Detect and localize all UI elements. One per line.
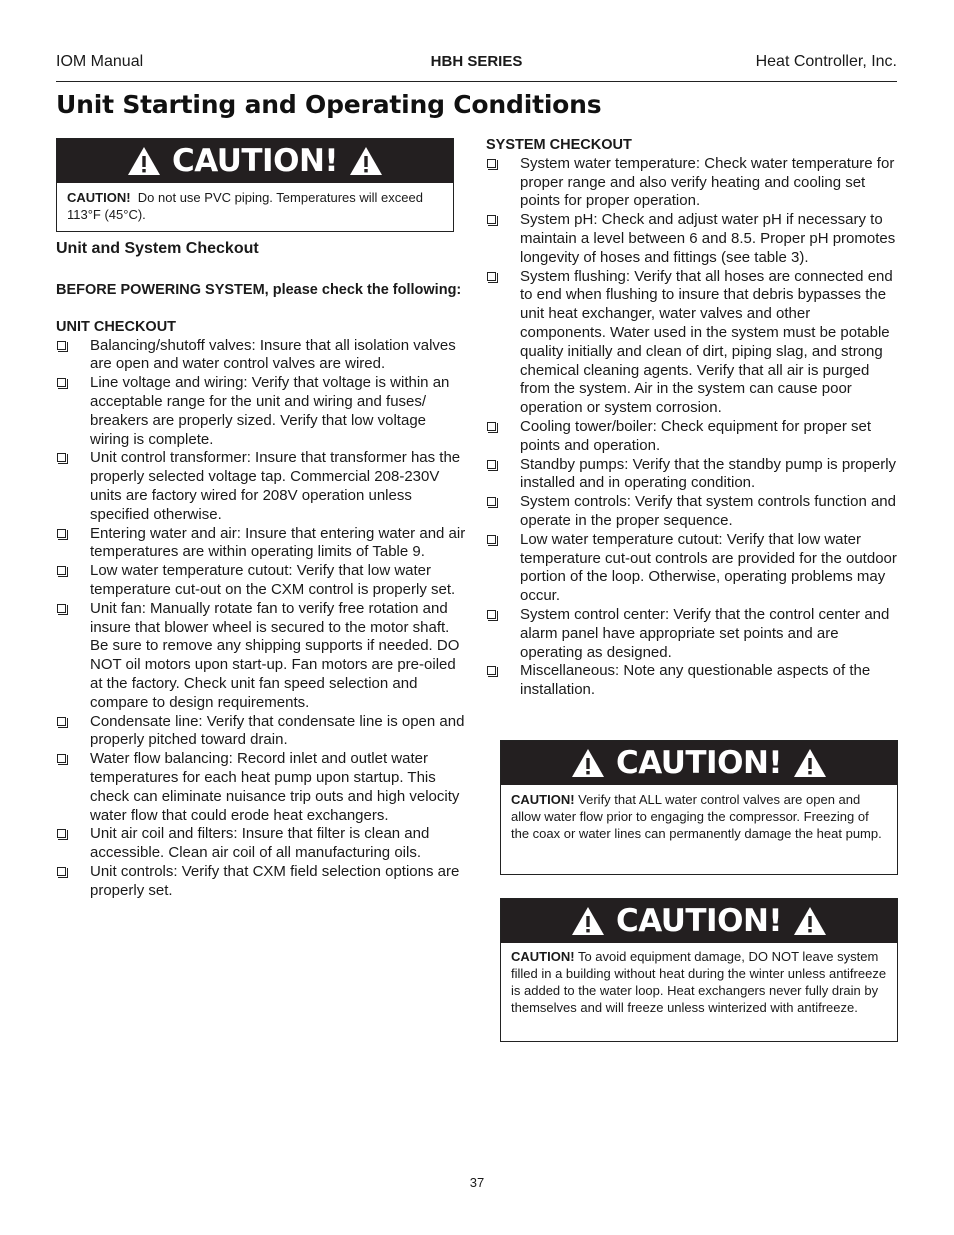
page-header — [56, 53, 897, 82]
checkbox-icon — [487, 460, 496, 469]
warning-triangle-icon — [348, 145, 384, 177]
before-powering-note: BEFORE POWERING SYSTEM, please check the following: — [56, 281, 462, 298]
checkbox-icon — [57, 378, 66, 387]
unit-checkout-heading: UNIT CHECKOUT — [56, 318, 177, 335]
checkbox-icon — [487, 666, 496, 675]
checkbox-icon — [57, 754, 66, 763]
checkbox-icon — [57, 529, 66, 538]
caution-text: Verify that ALL water control valves are open and allow water flow prior to engaging the compressor. Freezing of the coax or water lines can permanently damage the heat pump. — [511, 792, 882, 841]
checkbox-icon — [487, 159, 496, 168]
checkbox-icon — [57, 829, 66, 838]
list-item: Unit control transformer: Insure that transformer has the properly selected voltage tap. Commercial 208-230V units are factory wired for 208V operation unless specified otherwise. — [56, 449, 468, 524]
list-item: Balancing/shutoff valves: Insure that all isolation valves are open and water control valves are wired. — [56, 337, 468, 375]
list-item: Condensate line: Verify that condensate line is open and properly pitched toward drain. — [56, 713, 468, 751]
system-checkout-heading: SYSTEM CHECKOUT — [486, 137, 632, 153]
list-item: Low water temperature cutout: Verify that low water temperature cut-out on the CXM control is properly set. — [56, 562, 468, 600]
checkbox-icon — [487, 422, 496, 431]
caution-box-antifreeze — [500, 898, 898, 1042]
checkbox-icon — [487, 610, 496, 619]
header-manual-label: IOM Manual — [56, 53, 144, 70]
warning-triangle-icon — [792, 905, 828, 937]
list-item: Water flow balancing: Record inlet and outlet water temperatures for each heat pump upon startup. This check can eliminate nuisance trip outs and high velocity water flow that could erode heat exchangers. — [56, 750, 468, 825]
checkbox-icon — [57, 453, 66, 462]
system-checklist — [486, 155, 898, 700]
section-heading: Unit and System Checkout — [56, 240, 259, 257]
caution-banner — [501, 899, 897, 943]
caution-heading: CAUTION! — [615, 745, 783, 781]
checkbox-icon — [57, 867, 66, 876]
list-item: System flushing: Verify that all hoses are connected end to end when flushing to insure that debris bypasses the unit heat exchanger, water valves and other components. Water used in the system must be potable quality initially and clean of dirt, piping slag, and strong chemical cleaning agents. Verify that all air is purged from the system. Air in the system can cause poor operation or system corrosion. — [486, 268, 898, 418]
list-item: Unit controls: Verify that CXM field selection options are properly set. — [56, 863, 468, 901]
caution-body — [501, 785, 897, 850]
list-item: Unit air coil and filters: Insure that filter is clean and accessible. Clean air coil of all manufacturing oils. — [56, 825, 468, 863]
page-number: 37 — [469, 1175, 485, 1190]
warning-triangle-icon — [570, 905, 606, 937]
warning-triangle-icon — [792, 747, 828, 779]
list-item: Miscellaneous: Note any questionable aspects of the installation. — [486, 662, 898, 700]
checkbox-icon — [57, 341, 66, 350]
unit-checklist — [56, 337, 468, 901]
checkbox-icon — [487, 272, 496, 281]
checkbox-icon — [57, 566, 66, 575]
page-title: Unit Starting and Operating Conditions — [56, 90, 602, 119]
caution-text: Do not use PVC piping. Temperatures will exceed 113°F (45°C). — [67, 190, 423, 222]
caution-text: To avoid equipment damage, DO NOT leave system filled in a building without heat during the winter unless antifreeze is added to the water loop. Heat exchangers never fully drain by themselves and will freeze unless winterized with antifreeze. — [511, 949, 887, 1015]
checkbox-icon — [57, 604, 66, 613]
caution-heading: CAUTION! — [615, 903, 783, 939]
list-item: Low water temperature cutout: Verify that low water temperature cut-out controls are provided for the outdoor portion of the loop. Otherwise, operating problems may occur. — [486, 531, 898, 606]
list-item: System water temperature: Check water temperature for proper range and also verify heating and cooling set points for proper operation. — [486, 155, 898, 211]
caution-body — [57, 183, 453, 231]
caution-box-water-valves — [500, 740, 898, 875]
caution-box-pvc — [56, 138, 454, 232]
list-item: Unit fan: Manually rotate fan to verify free rotation and insure that blower wheel is secured to the motor shaft. Be sure to remove any shipping supports if needed. DO NOT oil motors upon start-up. Fan motors are pre-oiled at the factory. Check unit fan speed selection and compare to design requirements. — [56, 600, 468, 713]
caution-lead: CAUTION! — [67, 190, 131, 205]
caution-lead: CAUTION! — [511, 792, 575, 807]
checkbox-icon — [487, 535, 496, 544]
checkbox-icon — [57, 717, 66, 726]
caution-banner — [501, 741, 897, 785]
warning-triangle-icon — [570, 747, 606, 779]
list-item: Cooling tower/boiler: Check equipment for proper set points and operation. — [486, 418, 898, 456]
right-column — [486, 136, 898, 700]
caution-lead: CAUTION! — [511, 949, 575, 964]
list-item: System controls: Verify that system controls function and operate in the proper sequence. — [486, 493, 898, 531]
left-column — [56, 240, 468, 901]
list-item: Line voltage and wiring: Verify that voltage is within an acceptable range for the unit and wiring and fuses/ breakers are properly sized. Verify that low voltage wiring is complete. — [56, 374, 468, 449]
list-item: System pH: Check and adjust water pH if necessary to maintain a level between 6 and 8.5. Proper pH promotes longevity of hoses and fittings (see table 3). — [486, 211, 898, 267]
caution-body — [501, 943, 897, 1024]
header-series-label: HBH SERIES — [430, 53, 523, 70]
header-company-label: Heat Controller, Inc. — [755, 53, 897, 70]
warning-triangle-icon — [126, 145, 162, 177]
list-item: System control center: Verify that the control center and alarm panel have appropriate set points and are operating as designed. — [486, 606, 898, 662]
checkbox-icon — [487, 497, 496, 506]
list-item: Standby pumps: Verify that the standby pump is properly installed and in operating condition. — [486, 456, 898, 494]
list-item: Entering water and air: Insure that entering water and air temperatures are within operating limits of Table 9. — [56, 525, 468, 563]
checkbox-icon — [487, 215, 496, 224]
caution-heading: CAUTION! — [171, 143, 339, 179]
caution-banner — [57, 139, 453, 183]
